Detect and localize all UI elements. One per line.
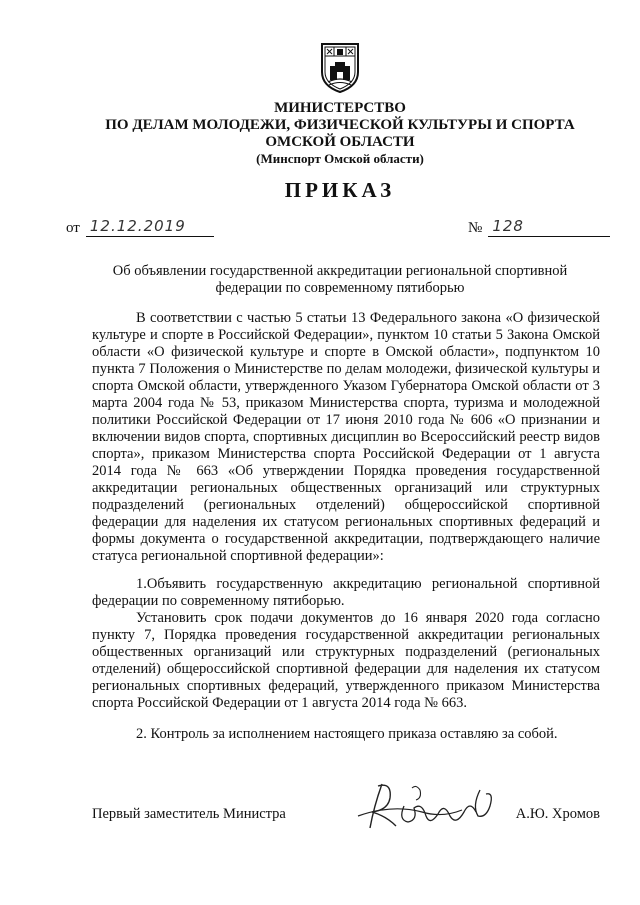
ministry-name-line3: ОМСКОЙ ОБЛАСТИ [265,134,415,150]
ministry-short-name: (Минспорт Омской области) [256,151,424,166]
preamble-paragraph: В соответствии с частью 5 статьи 13 Федерального закона «О физической культуре и спорте в Российской Федерации», пунктом 10 статьи 5 Закона Омской области «О физической культуре и спорте в Омской области», подпунктом 10 пункта 7 Положения о Министерстве по делам молодежи, физической культуры и спорта Омской области, утвержденного Указом Губернатора Омской области от 3 марта 2004 года № 53, приказом Министерства спорта, туризма и молодежной политики Российской Федерации от 17 июня 2010 года № 606 «О признании и включении видов спорта, спортивных дисциплин во Всероссийский реестр видов спорта», приказом Министерства спорта Российской Федерации от 1 августа 2014 года № 663 «Об утверждении Порядка проведения государственной аккредитации региональных общественных организаций или структурных подразделений (региональных отделений) общероссийской спортивной федерации для наделения их статусом региональных спортивных федераций и формы документа о государственной аккредитации, подтверждающего наличие статуса региональной спортивной федерации»: [92,310,600,564]
ministry-name-line1: МИНИСТЕРСТВО [274,100,406,116]
date-value: 12.12.2019 [89,217,186,235]
subject-line2: федерации по современному пятиборью [215,280,465,296]
item-1-deadline-paragraph: Установить срок подачи документов до 16 января 2020 года согласно пункту 7, Порядка проведения государственной аккредитации региональных общественных организаций или структурных подразделений (региональных отделений) общероссийской спортивной федерации для наделения их статусом региональных спортивных федераций, утвержденного приказом Министерства спорта Российской Федерации от 1 августа 2014 года № 663. [92,610,600,711]
item-2-paragraph: 2. Контроль за исполнением настоящего приказа оставляю за собой. [136,726,558,742]
order-title: ПРИКАЗ [284,178,396,202]
subject-line1: Об объявлении государственной аккредитации региональной спортивной [112,263,568,279]
signature-block [92,806,600,830]
omsk-coat-of-arms-icon [318,40,362,94]
order-body [92,310,600,743]
date-prefix: от [66,220,80,236]
item-1-paragraph: 1.Объявить государственную аккредитацию региональной спортивной федерации по современному пятиборью. [92,576,600,609]
order-number [468,217,610,237]
date-underline [86,217,214,237]
number-underline [488,217,610,237]
signatory-name: А.Ю. Хромов [515,806,600,822]
number-value: 128 [492,217,524,235]
order-date [66,217,214,237]
handwritten-signature-icon [352,776,512,838]
order-subject [100,263,580,297]
ministry-name-line2: ПО ДЕЛАМ МОЛОДЕЖИ, ФИЗИЧЕСКОЙ КУЛЬТУРЫ И СПОРТА [105,117,575,133]
signatory-position: Первый заместитель Министра [92,806,286,822]
number-prefix: № [468,220,483,236]
